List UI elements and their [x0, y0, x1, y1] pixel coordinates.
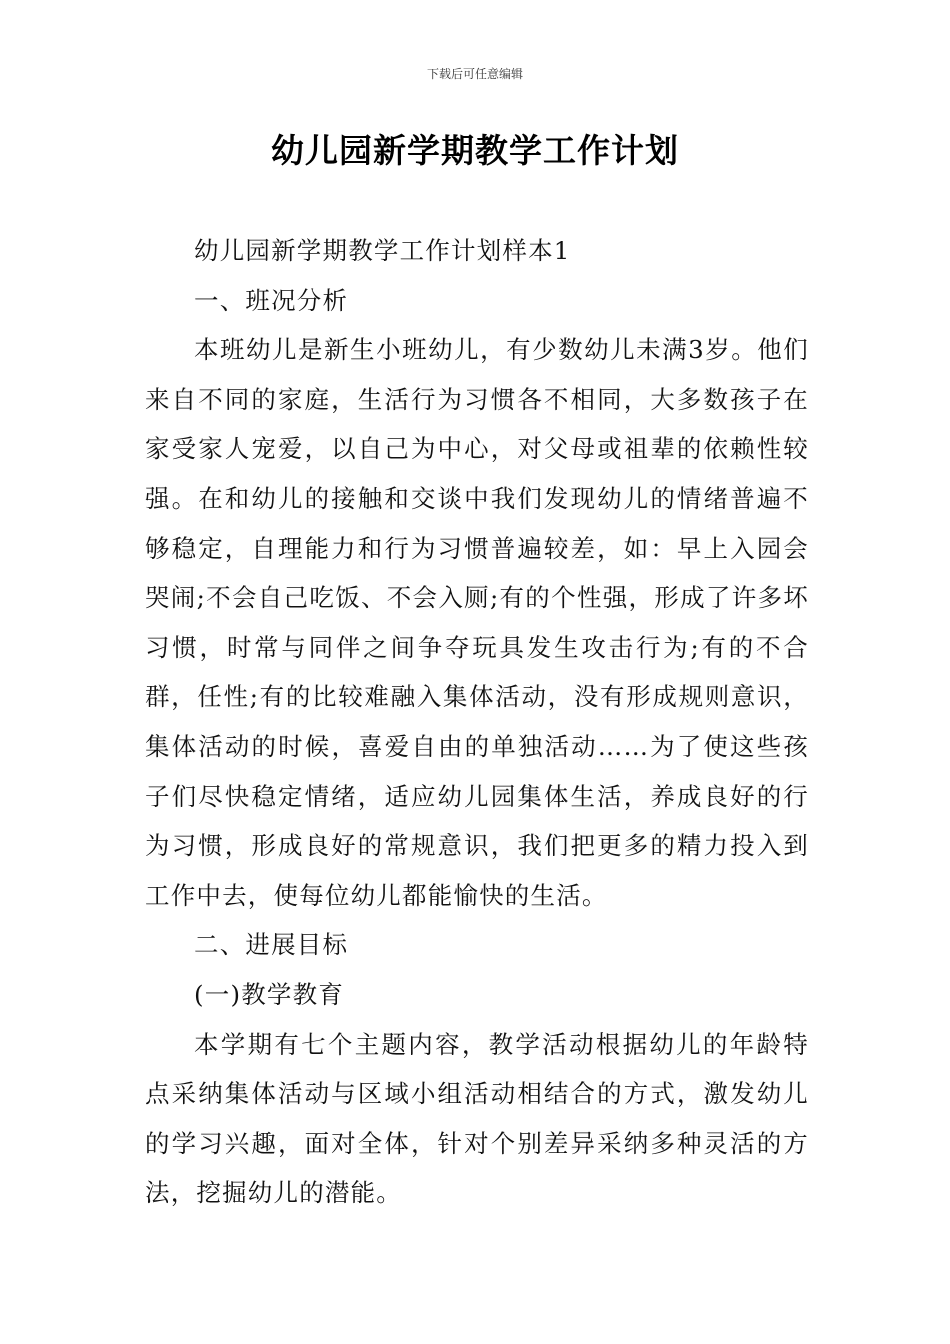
sample-heading: 幼儿园新学期教学工作计划样本1	[194, 236, 571, 265]
page-header-note: 下载后可任意编辑	[426, 67, 523, 81]
section-heading-goals: 二、进展目标	[194, 930, 349, 960]
paragraph-class-analysis: 本班幼儿是新生小班幼儿，有少数幼儿未满3岁。他们来自不同的家庭，生活行为习惯各不相同，大多数孩子在家受家人宠爱，以自己为中心，对父母或祖辈的依赖性较强。在和幼儿的接触和交谈中我们发现幼儿的情绪普遍不够稳定，自理能力和行为习惯普遍较差，如：早上入园会哭闹;不会自己吃饭、不会入厕;有的个性强，形成了许多坏习惯，时常与同伴之间争夺玩具发生攻击行为;有的不合群，任性;有的比较难融入集体活动，没有形成规则意识，集体活动的时候，喜爱自由的单独活动……为了使这些孩子们尽快稳定情绪，适应幼儿园集体生活，养成良好的行为习惯，形成良好的常规意识，我们把更多的精力投入到工作中去，使每位幼儿都能愉快的生活。	[145, 335, 809, 910]
subsection-heading-teaching: (一)教学教育	[194, 979, 345, 1009]
section-heading-class-analysis: 一、班况分析	[194, 285, 349, 315]
paragraph-teaching: 本学期有七个主题内容，教学活动根据幼儿的年龄特点采纳集体活动与区域小组活动相结合的方式，激发幼儿的学习兴趣，面对全体，针对个别差异采纳多种灵活的方法，挖掘幼儿的潜能。	[145, 1029, 809, 1208]
document-title: 幼儿园新学期教学工作计划	[271, 131, 679, 170]
document-body	[145, 226, 809, 1218]
